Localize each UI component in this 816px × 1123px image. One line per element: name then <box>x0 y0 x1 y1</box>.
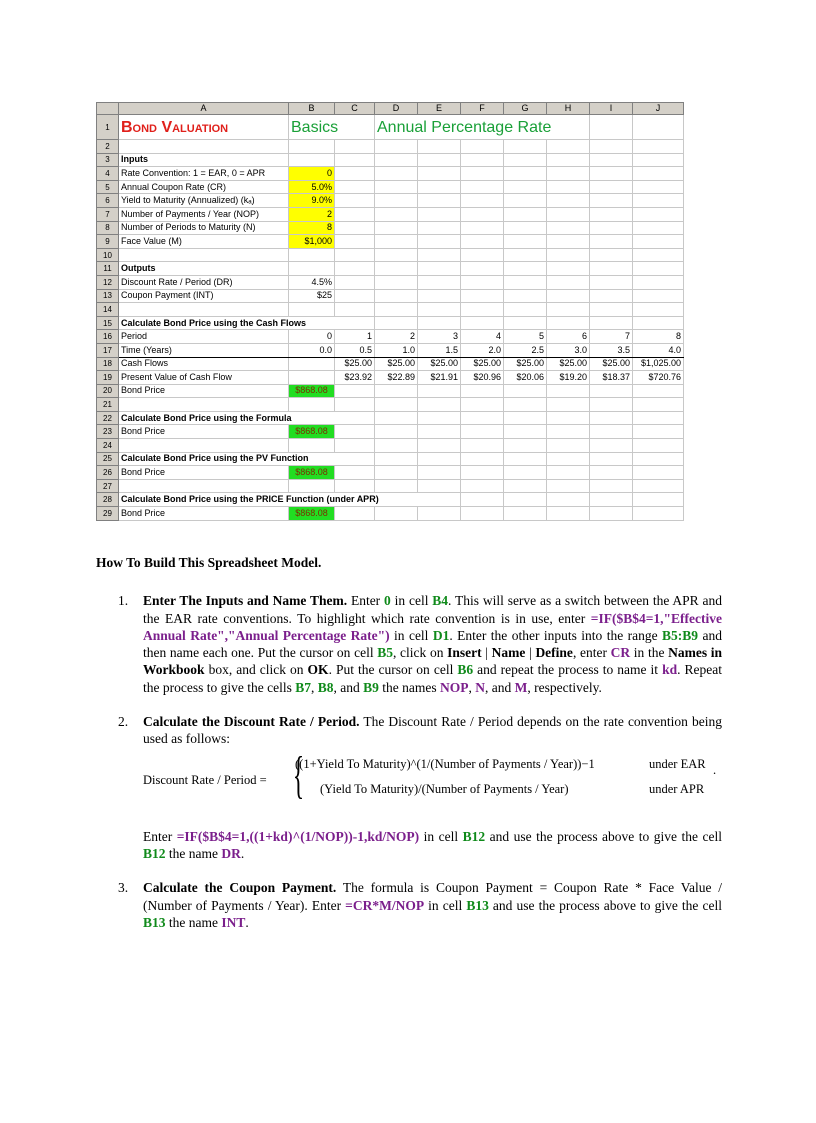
cash-flow-cell[interactable]: $25.00 <box>547 357 590 371</box>
row-number[interactable]: 25 <box>97 452 119 466</box>
pv-cell[interactable]: $720.76 <box>633 371 684 385</box>
sheet-row <box>97 411 684 425</box>
row-number[interactable]: 21 <box>97 398 119 412</box>
row-number[interactable]: 16 <box>97 330 119 344</box>
col-header-f[interactable]: F <box>461 103 504 115</box>
pv-cell[interactable]: $21.91 <box>418 371 461 385</box>
col-header-h[interactable]: H <box>547 103 590 115</box>
period-cell[interactable]: 3 <box>418 330 461 344</box>
input-value-b7[interactable]: 2 <box>289 207 335 221</box>
input-label[interactable]: Rate Convention: 1 = EAR, 0 = APR <box>119 167 289 181</box>
row-number[interactable]: 23 <box>97 425 119 439</box>
cashflow-section-header[interactable]: Calculate Bond Price using the Cash Flows <box>119 316 375 330</box>
pv-cell[interactable]: $20.96 <box>461 371 504 385</box>
cash-flow-cell[interactable]: $25.00 <box>590 357 633 371</box>
sheet-row <box>97 507 684 521</box>
step-number: 2. <box>118 714 129 730</box>
outputs-header[interactable]: Outputs <box>119 262 289 276</box>
period-cell[interactable]: 7 <box>590 330 633 344</box>
sheet-row <box>97 466 684 480</box>
sheet-row <box>97 316 684 330</box>
row-number[interactable]: 27 <box>97 479 119 493</box>
time-cell[interactable]: 0.0 <box>289 343 335 357</box>
period-cell[interactable]: 1 <box>335 330 375 344</box>
row-number[interactable]: 29 <box>97 507 119 521</box>
time-cell[interactable]: 1.0 <box>375 343 418 357</box>
sheet-row <box>97 289 684 303</box>
price-section-header[interactable]: Calculate Bond Price using the PRICE Function (under APR) <box>119 493 461 507</box>
bond-price-label[interactable]: Bond Price <box>119 466 289 480</box>
input-label[interactable]: Face Value (M) <box>119 235 289 249</box>
time-cell[interactable]: 2.0 <box>461 343 504 357</box>
cash-flow-cell[interactable]: $25.00 <box>375 357 418 371</box>
input-value-b8[interactable]: 8 <box>289 221 335 235</box>
step-3: 3. Calculate the Coupon Payment. The formula is Coupon Payment = Coupon Rate * Face Value / (Number of Payments / Year). Enter =CR*M/NOP in cell B13 and use the process above to give the cell B13 the name INT. <box>118 880 722 930</box>
row-number[interactable]: 13 <box>97 289 119 303</box>
pv-cell[interactable]: $20.06 <box>504 371 547 385</box>
step-number: 3. <box>118 880 129 896</box>
row-number[interactable]: 11 <box>97 262 119 276</box>
sheet-row <box>97 248 684 262</box>
sheet-row <box>97 398 684 412</box>
row-number[interactable]: 24 <box>97 439 119 453</box>
select-all-corner[interactable] <box>97 103 119 115</box>
sheet-row <box>97 343 684 357</box>
col-header-b[interactable]: B <box>289 103 335 115</box>
bond-price-label[interactable]: Bond Price <box>119 384 289 398</box>
sheet-title[interactable]: Bond Valuation <box>119 115 289 140</box>
instructions-heading: How To Build This Spreadsheet Model. <box>96 555 322 570</box>
row-number[interactable]: 6 <box>97 194 119 208</box>
row-number[interactable]: 8 <box>97 221 119 235</box>
row-number[interactable]: 1 <box>97 115 119 140</box>
pv-cell[interactable]: $23.92 <box>335 371 375 385</box>
bond-price-pv[interactable]: $868.08 <box>289 466 335 480</box>
sheet-row <box>97 194 684 208</box>
sheet-row <box>97 330 684 344</box>
sheet-row <box>97 425 684 439</box>
step-1: 1. Enter The Inputs and Name Them. Enter 0 in cell B4. This will serve as a switch between the APR and the EAR rate conventions. To highlight which rate convention is in use, enter =IF($B$4=1,"Effective Annual Rate","Annual Percentage Rate") in cell D1. Enter the other inputs into the range B5:B9 and then name each one. Put the cursor on cell B5, click on Insert | Name | Define, enter CR in the Names in Workbook box, and click on OK. Put the cursor on cell B6 and repeat the process to name it kd. Repeat the process to give the cells B7, B8, and B9 the names NOP, N, and M, respectively. <box>118 593 723 695</box>
sheet-row <box>97 439 684 453</box>
sheet-row <box>97 221 684 235</box>
output-value-b12[interactable]: 4.5% <box>289 275 335 289</box>
row-number[interactable]: 2 <box>97 140 119 154</box>
time-cell[interactable]: 1.5 <box>418 343 461 357</box>
col-header-i[interactable]: I <box>590 103 633 115</box>
row-number[interactable]: 5 <box>97 180 119 194</box>
sheet-row <box>97 493 684 507</box>
bond-price-cashflow[interactable]: $868.08 <box>289 384 335 398</box>
output-label[interactable]: Coupon Payment (INT) <box>119 289 289 303</box>
sheet-row <box>97 262 684 276</box>
row-number[interactable]: 26 <box>97 466 119 480</box>
row-number[interactable]: 7 <box>97 207 119 221</box>
basics-label[interactable]: Basics <box>289 115 375 140</box>
col-header-e[interactable]: E <box>418 103 461 115</box>
input-label[interactable]: Yield to Maturity (Annualized) (kₐ) <box>119 194 289 208</box>
sheet-row <box>97 140 684 154</box>
step-number: 1. <box>118 593 129 609</box>
period-cell[interactable]: 4 <box>461 330 504 344</box>
sheet-row <box>97 452 684 466</box>
row-number[interactable]: 14 <box>97 303 119 317</box>
bond-price-label[interactable]: Bond Price <box>119 425 289 439</box>
row-number[interactable]: 3 <box>97 153 119 167</box>
pv-cell[interactable]: $19.20 <box>547 371 590 385</box>
cash-flows-label[interactable]: Cash Flows <box>119 357 289 371</box>
row-number[interactable]: 20 <box>97 384 119 398</box>
sheet-row <box>97 115 684 140</box>
formula-section-header[interactable]: Calculate Bond Price using the Formula <box>119 411 375 425</box>
sheet-row <box>97 384 684 398</box>
sheet-row <box>97 153 684 167</box>
pv-cell[interactable]: $22.89 <box>375 371 418 385</box>
cash-flow-cell[interactable]: $1,025.00 <box>633 357 684 371</box>
input-value-b9[interactable]: $1,000 <box>289 235 335 249</box>
cash-flow-cell[interactable]: $25.00 <box>504 357 547 371</box>
input-label[interactable]: Number of Periods to Maturity (N) <box>119 221 289 235</box>
input-value-b5[interactable]: 5.0% <box>289 180 335 194</box>
cell[interactable] <box>119 140 289 154</box>
step-2: 2. Calculate the Discount Rate / Period. The Discount Rate / Period depends on the rate convention being used as follows: Discount Rate / Period = { ((1+Yield To Maturity)^(1/(Number of Payments / Year))−1 (Yield To Maturity)/(Number of Payments / Year) under EAR under APR . Enter =IF($B$4=1,((1+kd)^(1/NOP))-1,kd/NOP) in cell B12 and use the process above to give the cell B12 the name DR. <box>118 714 722 861</box>
period-cell[interactable]: 8 <box>633 330 684 344</box>
col-header-a[interactable]: A <box>119 103 289 115</box>
period-label[interactable]: Period <box>119 330 289 344</box>
input-value-b6[interactable]: 9.0% <box>289 194 335 208</box>
cash-flow-cell[interactable]: $25.00 <box>418 357 461 371</box>
spreadsheet <box>96 102 684 521</box>
period-cell[interactable]: 2 <box>375 330 418 344</box>
output-label[interactable]: Discount Rate / Period (DR) <box>119 275 289 289</box>
row-number[interactable]: 22 <box>97 411 119 425</box>
row-number[interactable]: 28 <box>97 493 119 507</box>
row-number[interactable]: 10 <box>97 248 119 262</box>
row-number[interactable]: 19 <box>97 371 119 385</box>
rate-convention-label[interactable]: Annual Percentage Rate <box>375 115 590 140</box>
discount-rate-formula: Discount Rate / Period = { ((1+Yield To Maturity)^(1/(Number of Payments / Year))−1 (Yield To Maturity)/(Number of Payments / Year) under EAR under APR . <box>143 746 717 804</box>
col-header-g[interactable]: G <box>504 103 547 115</box>
column-header-row <box>97 103 684 115</box>
row-number[interactable]: 12 <box>97 275 119 289</box>
row-number[interactable]: 4 <box>97 167 119 181</box>
row-number[interactable]: 17 <box>97 343 119 357</box>
time-cell[interactable]: 4.0 <box>633 343 684 357</box>
pv-label[interactable]: Present Value of Cash Flow <box>119 371 289 385</box>
time-cell[interactable]: 3.5 <box>590 343 633 357</box>
col-header-j[interactable]: J <box>633 103 684 115</box>
input-value-b4[interactable]: 0 <box>289 167 335 181</box>
sheet-row <box>97 479 684 493</box>
output-value-b13[interactable]: $25 <box>289 289 335 303</box>
cash-flow-cell[interactable]: $25.00 <box>461 357 504 371</box>
time-cell[interactable]: 0.5 <box>335 343 375 357</box>
sheet-row <box>97 357 684 371</box>
cash-flow-cell[interactable]: $25.00 <box>335 357 375 371</box>
bond-price-label[interactable]: Bond Price <box>119 507 289 521</box>
time-cell[interactable]: 3.0 <box>547 343 590 357</box>
sheet-row <box>97 371 684 385</box>
col-header-c[interactable]: C <box>335 103 375 115</box>
bond-price-formula[interactable]: $868.08 <box>289 425 335 439</box>
cell[interactable] <box>590 115 633 140</box>
row-number[interactable]: 15 <box>97 316 119 330</box>
sheet-row <box>97 167 684 181</box>
pv-cell[interactable]: $18.37 <box>590 371 633 385</box>
row-number[interactable]: 18 <box>97 357 119 371</box>
col-header-d[interactable]: D <box>375 103 418 115</box>
sheet-row <box>97 180 684 194</box>
sheet-row <box>97 207 684 221</box>
period-cell[interactable]: 6 <box>547 330 590 344</box>
input-label[interactable]: Annual Coupon Rate (CR) <box>119 180 289 194</box>
time-cell[interactable]: 2.5 <box>504 343 547 357</box>
bond-price-price-fn[interactable]: $868.08 <box>289 507 335 521</box>
input-label[interactable]: Number of Payments / Year (NOP) <box>119 207 289 221</box>
sheet-row <box>97 303 684 317</box>
pv-section-header[interactable]: Calculate Bond Price using the PV Function <box>119 452 375 466</box>
period-cell[interactable]: 0 <box>289 330 335 344</box>
sheet-row <box>97 235 684 249</box>
row-number[interactable]: 9 <box>97 235 119 249</box>
instructions <box>96 554 722 948</box>
period-cell[interactable]: 5 <box>504 330 547 344</box>
time-label[interactable]: Time (Years) <box>119 343 289 357</box>
sheet-row <box>97 275 684 289</box>
cell[interactable] <box>633 115 684 140</box>
inputs-header[interactable]: Inputs <box>119 153 289 167</box>
